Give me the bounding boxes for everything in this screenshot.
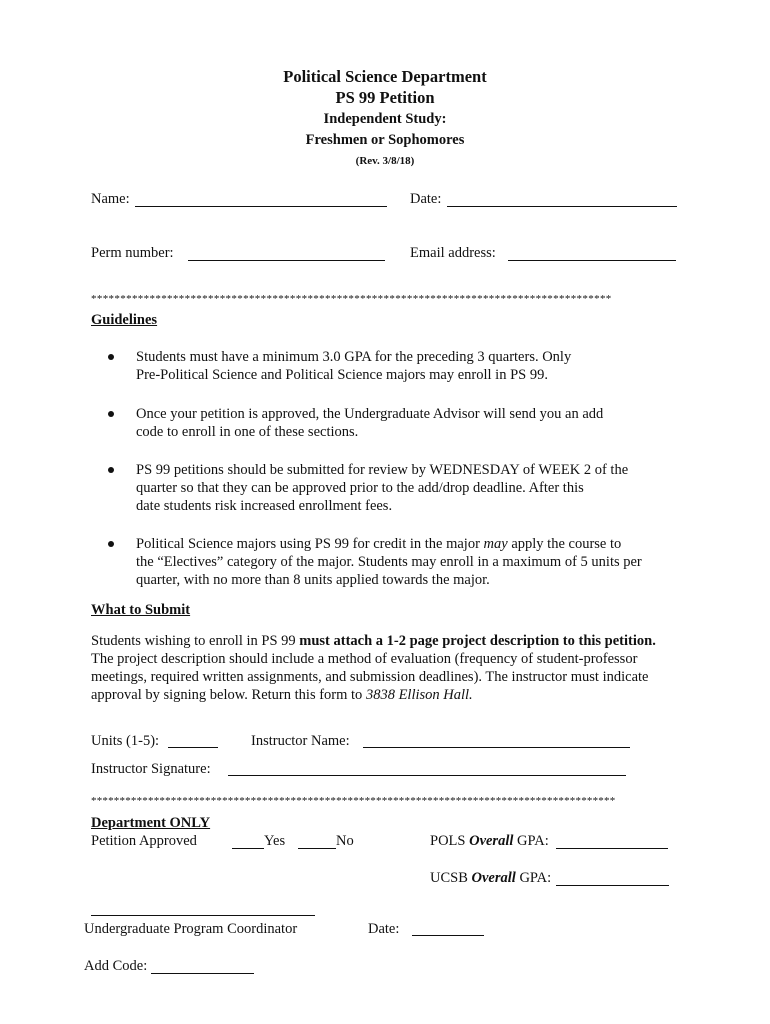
petition-approved-label: Petition Approved (91, 833, 197, 849)
department-only-heading: Department ONLY (91, 815, 211, 831)
perm-number-field[interactable] (188, 260, 385, 261)
guideline-text: code to enroll in one of these sections. (136, 424, 359, 440)
guideline-text: date students risk increased enrollment fees. (136, 498, 393, 514)
bullet-icon (108, 541, 114, 547)
coordinator-date-label: Date: (368, 921, 400, 937)
petition-title: PS 99 Petition (335, 88, 435, 107)
pols-gpa-field[interactable] (556, 848, 668, 849)
gpa-text: GPA: (515, 870, 552, 886)
submit-instructions (91, 632, 681, 704)
bullet-icon (108, 411, 114, 417)
guideline-item (112, 348, 692, 384)
name-label: Name: (91, 191, 130, 207)
gpa-text: GPA: (513, 833, 549, 849)
submit-text: Students wishing to enroll in PS 99 (91, 633, 300, 649)
coordinator-date-field[interactable] (412, 935, 484, 936)
guideline-text: Students must have a minimum 3.0 GPA for the preceding 3 quarters. Only (136, 349, 572, 365)
guideline-emphasis: may (483, 536, 508, 552)
overall-text: Overall (471, 870, 516, 886)
guideline-text: the “Electives” category of the major. Students may enroll in a maximum of 5 units per (136, 554, 642, 570)
revision-date: (Rev. 3/8/18) (355, 155, 415, 167)
ucsb-gpa-field[interactable] (556, 885, 669, 886)
guideline-text: Once your petition is approved, the Undergraduate Advisor will send you an add (136, 406, 604, 422)
study-type: Independent Study: (323, 111, 447, 127)
instructor-signature-label: Instructor Signature: (91, 761, 211, 777)
submit-text: The project description should include a method of evaluation (frequency of student-professor meetings, required written assignments, and submission deadlines). The instructor must indicate approval by signing below. Return this form to (91, 651, 649, 703)
what-to-submit-heading: What to Submit (91, 602, 191, 618)
email-label: Email address: (410, 245, 496, 261)
separator-line: ******************************************************************************************** (91, 795, 616, 807)
guideline-text: apply the course to (507, 536, 622, 552)
audience: Freshmen or Sophomores (305, 132, 465, 148)
units-label: Units (1-5): (91, 733, 160, 749)
pols-text: POLS (430, 833, 470, 849)
guideline-text: Pre-Political Science and Political Science majors may enroll in PS 99. (136, 367, 548, 383)
yes-label: Yes (264, 833, 286, 849)
instructor-name-field[interactable] (363, 747, 630, 748)
pols-gpa-label (430, 833, 549, 850)
email-field[interactable] (508, 260, 676, 261)
guideline-text: PS 99 petitions should be submitted for review by WEDNESDAY of WEEK 2 of the (136, 462, 629, 478)
ucsb-text: UCSB (430, 870, 472, 886)
separator-line: ***************************************************************************************** (91, 293, 612, 305)
submit-bold-text: must attach a 1-2 page project description to this petition. (299, 633, 656, 649)
guideline-item (112, 405, 692, 441)
guidelines-heading: Guidelines (91, 312, 158, 328)
units-field[interactable] (168, 747, 218, 748)
guideline-item (112, 461, 692, 515)
bullet-icon (108, 354, 114, 360)
coordinator-label: Undergraduate Program Coordinator (84, 921, 298, 937)
instructor-name-label: Instructor Name: (251, 733, 350, 749)
guideline-text: quarter so that they can be approved prior to the add/drop deadline. After this (136, 480, 584, 496)
no-label: No (336, 833, 354, 849)
return-location: 3838 Ellison Hall. (365, 687, 473, 703)
guideline-text: Political Science majors using PS 99 for credit in the major (136, 536, 484, 552)
date-label: Date: (410, 191, 442, 207)
guideline-item (112, 535, 692, 589)
ucsb-gpa-label (430, 870, 551, 887)
add-code-label: Add Code: (84, 958, 148, 974)
name-field[interactable] (135, 206, 387, 207)
date-field[interactable] (447, 206, 677, 207)
overall-text: Overall (469, 833, 514, 849)
perm-number-label: Perm number: (91, 245, 174, 261)
guideline-text: quarter, with no more than 8 units applied towards the major. (136, 572, 490, 588)
instructor-signature-field[interactable] (228, 775, 626, 776)
yes-field[interactable] (232, 848, 264, 849)
department-title: Political Science Department (283, 67, 487, 86)
no-field[interactable] (298, 848, 336, 849)
coordinator-signature-field[interactable] (91, 915, 315, 916)
add-code-field[interactable] (151, 973, 254, 974)
bullet-icon (108, 467, 114, 473)
